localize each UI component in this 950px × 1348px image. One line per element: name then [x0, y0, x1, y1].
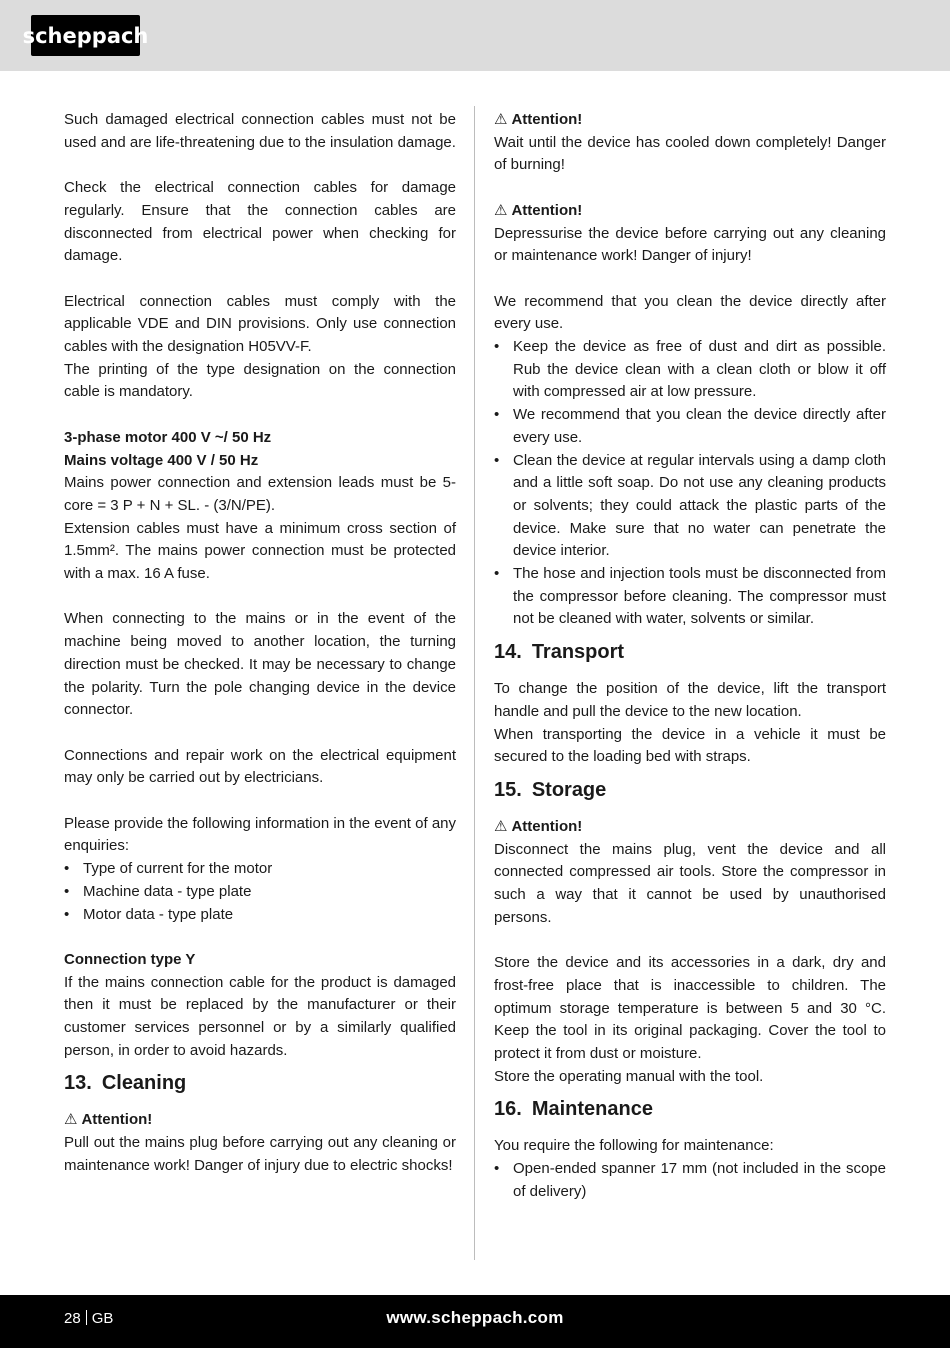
list-item: • Type of current for the motor — [64, 858, 456, 881]
warning-triangle-icon: ⚠ — [494, 817, 508, 835]
paragraph: Disconnect the mains plug, vent the device and all connected compressed air tools. Store the compressor in such a way that it cannot be used by unauthorised persons. — [494, 840, 886, 926]
paragraph: When connecting to the mains or in the event of the machine being moved to another location, the turning direction must be checked. It may be necessary to change the polarity. Turn the pole changing device in the device connector. — [64, 610, 456, 719]
list-item: • We recommend that you clean the device directly after every use. — [494, 404, 886, 449]
warning-triangle-icon: ⚠ — [64, 1111, 78, 1129]
paragraph: Mains power connection and extension leads must be 5-core = 3 P + N + SL. - (3/N/PE). — [64, 474, 456, 514]
list-item: • Clean the device at regular intervals using a damp cloth and a little soft soap. Do not use any cleaning products or solvents; they could attack the plastic parts of the device. Make sure that no water can penetrate the device interior. — [494, 450, 886, 564]
paragraph: Such damaged electrical connection cables must not be used and are life-threatening due to the insulation damage. — [64, 111, 456, 151]
maintenance-list — [494, 1158, 886, 1203]
right-column — [494, 109, 886, 1203]
paragraph: You require the following for maintenance: — [494, 1137, 774, 1155]
section-number: 14. — [494, 641, 522, 664]
paragraph: To change the position of the device, lift the transport handle and pull the device to the new location. — [494, 680, 886, 720]
attention-text: Attention! — [511, 201, 583, 219]
cleaning-list — [494, 336, 886, 631]
paragraph: The printing of the type designation on the connection cable is mandatory. — [64, 360, 456, 401]
paragraph: Check the electrical connection cables for damage regularly. Ensure that the connection cables are disconnected from electrical power when checking for damage. — [64, 179, 456, 265]
section-heading-storage — [494, 769, 886, 816]
attention-label — [494, 109, 886, 132]
paragraph: Store the operating manual with the tool. — [494, 1067, 764, 1085]
section-heading-maintenance — [494, 1088, 886, 1135]
paragraph: Depressurise the device before carrying out any cleaning or maintenance work! Danger of injury! — [494, 224, 886, 265]
page-header — [0, 0, 950, 71]
paragraph: When transporting the device in a vehicle it must be secured to the loading bed with straps. — [494, 725, 886, 766]
paragraph: Please provide the following information in the event of any enquiries: — [64, 814, 456, 855]
attention-text: Attention! — [511, 817, 583, 835]
section-number: 16. — [494, 1098, 522, 1121]
list-item: • Motor data - type plate — [64, 904, 456, 927]
warning-triangle-icon: ⚠ — [494, 201, 508, 219]
paragraph: Wait until the device has cooled down completely! Danger of burning! — [494, 133, 886, 174]
list-item: • The hose and injection tools must be disconnected from the compressor before cleaning. The compressor must not be cleaned with water, solvents or similar. — [494, 563, 886, 631]
list-item: • Machine data - type plate — [64, 881, 456, 904]
attention-label — [494, 816, 886, 839]
paragraph: Connections and repair work on the electrical equipment may only be carried out by electricians. — [64, 746, 456, 787]
attention-label — [64, 1109, 456, 1132]
page-number-value: 28 — [64, 1310, 81, 1327]
warning-triangle-icon: ⚠ — [494, 111, 508, 128]
section-number: 15. — [494, 778, 522, 801]
section-heading-cleaning — [64, 1062, 456, 1109]
website-link[interactable]: www.scheppach.com — [386, 1308, 564, 1327]
paragraph: We recommend that you clean the device directly after every use. — [494, 292, 886, 333]
mains-voltage-heading: Mains voltage 400 V / 50 Hz — [64, 451, 259, 469]
section-number: 13. — [64, 1072, 92, 1095]
page-footer — [0, 1295, 950, 1348]
section-title: Cleaning — [101, 1072, 187, 1095]
language-code: GB — [91, 1310, 114, 1327]
list-item: • Keep the device as free of dust and dirt as possible. Rub the device clean with a clean cloth or blow it off with compressed air at low pressure. — [494, 336, 886, 404]
paragraph: Electrical connection cables must comply with the applicable VDE and DIN provisions. Only use connection cables with the designation H05VV-F. — [64, 292, 456, 355]
paragraph: Extension cables must have a minimum cross section of 1.5mm². The mains power connection must be protected with a max. 16 A fuse. — [64, 519, 456, 583]
list-item: • Open-ended spanner 17 mm (not included in the scope of delivery) — [494, 1158, 886, 1203]
section-title: Transport — [531, 641, 625, 664]
left-column — [64, 109, 456, 1178]
connection-type-heading: Connection type Y — [64, 950, 196, 968]
section-title: Maintenance — [531, 1098, 653, 1121]
paragraph: Store the device and its accessories in a dark, dry and frost-free place that is inaccessible to children. The optimum storage temperature is between 5 and 30 °C. Keep the tool in its original packaging. Cover the tool to protect it from dust or moisture. — [494, 954, 886, 1062]
column-divider — [474, 106, 475, 1260]
attention-label — [494, 200, 886, 223]
attention-text: Attention! — [81, 1111, 153, 1129]
scheppach-logo: scheppach — [31, 15, 140, 56]
attention-text: Attention! — [511, 111, 583, 128]
paragraph: If the mains connection cable for the product is damaged then it must be replaced by the manufacturer or their customer services personnel or by a similarly qualified person, in order to avoid hazards. — [64, 973, 456, 1059]
paragraph: Pull out the mains plug before carrying out any cleaning or maintenance work! Danger of injury due to electric shocks! — [64, 1134, 456, 1174]
section-heading-transport — [494, 631, 886, 678]
section-title: Storage — [531, 778, 607, 801]
motor-spec-heading: 3-phase motor 400 V ~/ 50 Hz — [64, 428, 272, 446]
enquiry-list — [64, 858, 456, 926]
